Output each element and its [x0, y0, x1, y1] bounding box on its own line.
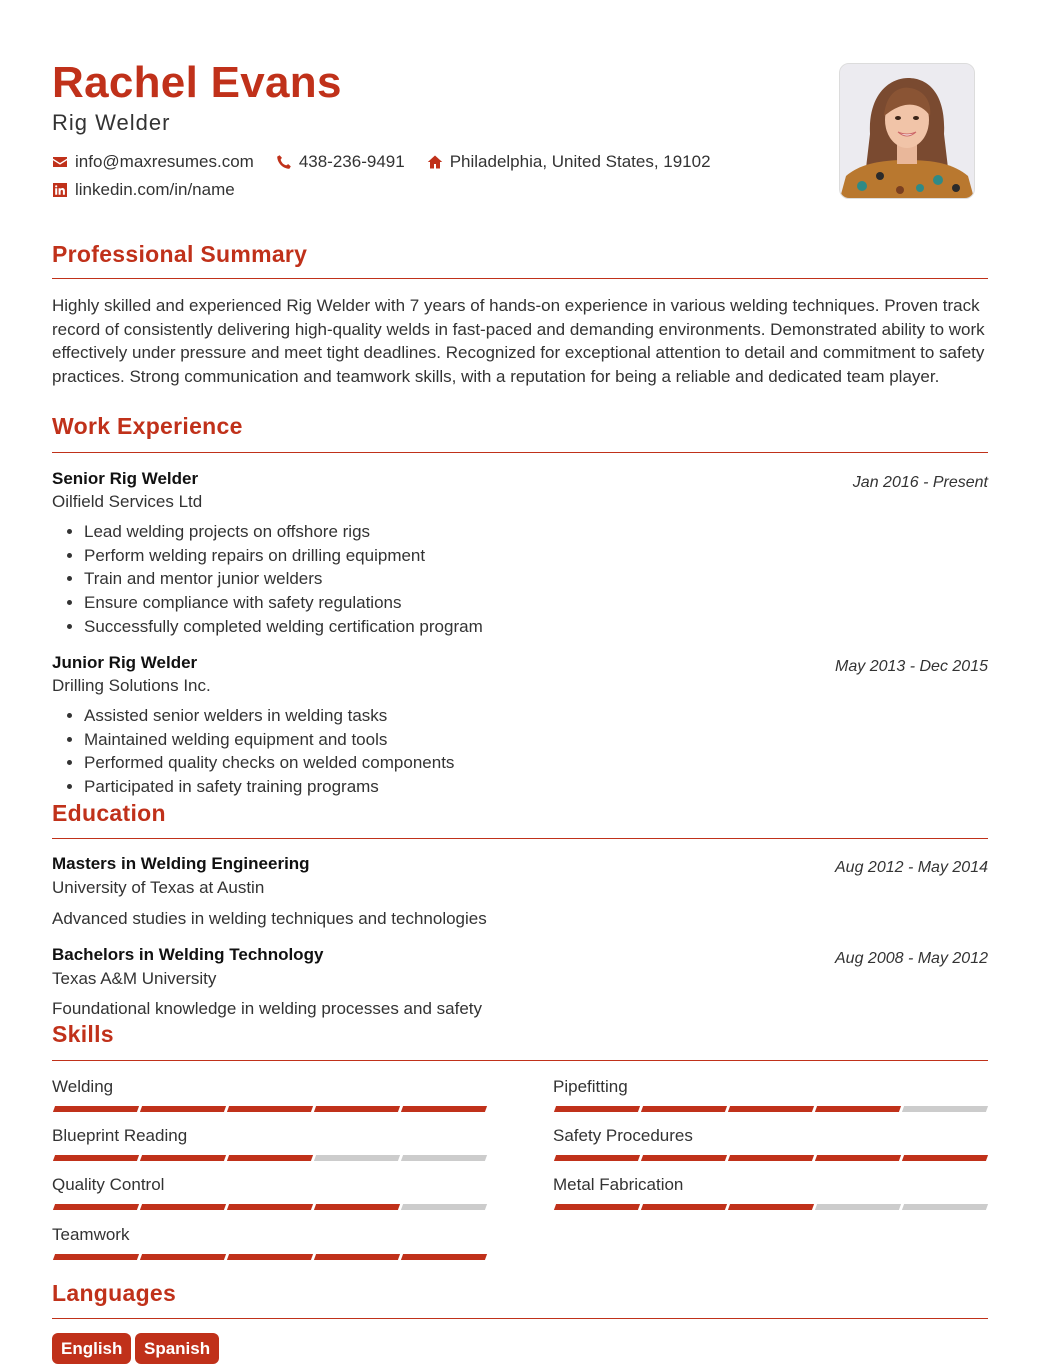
- skill-segment-filled: [140, 1204, 226, 1210]
- linkedin-icon: [52, 182, 68, 198]
- section-divider: [52, 1060, 988, 1061]
- profile-photo: [839, 63, 975, 199]
- summary-text: Highly skilled and experienced Rig Welder with 7 years of hands-on experience in various welding techniques. Proven track record of consistently delivering high-quality welds in fast-paced and demanding environments. Demonstrated ability to work effectively under pressure and meet tight deadlines. Recognized for exceptional attention to detail and commitment to safety practices. Strong communication and teamwork skills, with a reputation for being a reliable and dedicated team player.: [52, 296, 985, 386]
- degree-dates: Aug 2012 - May 2014: [835, 859, 988, 876]
- skill-name: Metal Fabrication: [553, 1175, 684, 1194]
- skill-segment-empty: [314, 1155, 400, 1161]
- skill-segment-filled: [728, 1155, 814, 1161]
- skill-segment-filled: [227, 1254, 313, 1260]
- list-item: • Lead welding projects on offshore rigs: [84, 520, 483, 544]
- email-text: info@maxresumes.com: [75, 152, 254, 171]
- skill-segment-filled: [53, 1106, 139, 1112]
- skill-segment-filled: [728, 1204, 814, 1210]
- skill-level-bar: [52, 1155, 487, 1161]
- skill-segment-filled: [815, 1155, 901, 1161]
- location-text: Philadelphia, United States, 19102: [449, 152, 711, 171]
- skill-segment-filled: [53, 1155, 139, 1161]
- skill-name: Quality Control: [52, 1175, 165, 1194]
- skill-segment-empty: [401, 1204, 487, 1210]
- resume-header: [52, 56, 988, 206]
- section-title-languages: Languages: [52, 1280, 177, 1306]
- section-title-experience: Work Experience: [52, 413, 243, 439]
- skill-item: [52, 1174, 487, 1218]
- phone-text: 438-236-9491: [298, 152, 405, 171]
- resume-page: [52, 0, 988, 1372]
- candidate-name: Rachel Evans: [52, 58, 342, 107]
- skill-segment-filled: [227, 1106, 313, 1112]
- skill-level-bar: [553, 1155, 988, 1161]
- skill-item: [553, 1174, 988, 1218]
- degree-school: University of Texas at Austin: [52, 878, 265, 897]
- contact-phone[interactable]: [276, 151, 405, 173]
- list-item: • Perform welding repairs on drilling equipment: [84, 544, 483, 568]
- job-bullets: [52, 704, 454, 799]
- skill-segment-empty: [902, 1106, 988, 1112]
- skill-level-bar: [553, 1204, 988, 1210]
- section-title-summary: Professional Summary: [52, 241, 308, 267]
- language-tag: Spanish: [135, 1333, 219, 1364]
- job-dates: Jan 2016 - Present: [852, 474, 988, 491]
- skill-name: Welding: [52, 1077, 114, 1096]
- job-title: Junior Rig Welder: [52, 653, 198, 672]
- skill-segment-filled: [227, 1155, 313, 1161]
- job-company: Drilling Solutions Inc.: [52, 676, 211, 695]
- skill-segment-filled: [401, 1106, 487, 1112]
- skill-segment-filled: [641, 1106, 727, 1112]
- section-title-education: Education: [52, 800, 166, 826]
- skill-segment-filled: [140, 1106, 226, 1112]
- skill-segment-filled: [902, 1155, 988, 1161]
- list-item: • Participated in safety training programs: [84, 775, 454, 799]
- degree-title: Masters in Welding Engineering: [52, 854, 310, 873]
- portrait-image: [840, 64, 974, 198]
- phone-icon: [276, 154, 292, 170]
- skill-name: Pipefitting: [553, 1077, 628, 1096]
- skill-segment-filled: [227, 1204, 313, 1210]
- degree-description: Advanced studies in welding techniques and technologies: [52, 909, 487, 928]
- skill-segment-filled: [314, 1254, 400, 1260]
- degree-title: Bachelors in Welding Technology: [52, 945, 324, 964]
- skill-segment-empty: [401, 1155, 487, 1161]
- skill-segment-filled: [314, 1204, 400, 1210]
- job-dates: May 2013 - Dec 2015: [835, 658, 988, 675]
- degree-dates: Aug 2008 - May 2012: [835, 950, 988, 967]
- list-item: • Performed quality checks on welded components: [84, 751, 454, 775]
- skill-item: [52, 1224, 487, 1268]
- list-item: • Successfully completed welding certification program: [84, 615, 483, 639]
- skill-segment-filled: [140, 1155, 226, 1161]
- degree-description: Foundational knowledge in welding processes and safety: [52, 999, 482, 1018]
- skill-level-bar: [553, 1106, 988, 1112]
- section-divider: [52, 1318, 988, 1319]
- section-divider: [52, 838, 988, 839]
- home-icon: [427, 154, 443, 170]
- list-item: • Maintained welding equipment and tools: [84, 728, 454, 752]
- skill-segment-filled: [53, 1254, 139, 1260]
- section-divider: [52, 278, 988, 279]
- section-title-skills: Skills: [52, 1021, 114, 1047]
- section-divider: [52, 452, 988, 453]
- contact-info: [52, 148, 733, 204]
- skill-segment-filled: [314, 1106, 400, 1112]
- skill-segment-filled: [554, 1106, 640, 1112]
- skill-level-bar: [52, 1106, 487, 1112]
- skill-segment-filled: [641, 1155, 727, 1161]
- skill-segment-filled: [728, 1106, 814, 1112]
- contact-linkedin[interactable]: [52, 179, 235, 201]
- skill-segment-filled: [554, 1155, 640, 1161]
- envelope-icon: [52, 154, 68, 170]
- linkedin-text: linkedin.com/in/name: [75, 180, 235, 199]
- skill-segment-empty: [815, 1204, 901, 1210]
- skill-segment-filled: [554, 1204, 640, 1210]
- list-item: • Train and mentor junior welders: [84, 567, 483, 591]
- skill-segment-filled: [815, 1106, 901, 1112]
- skill-segment-filled: [641, 1204, 727, 1210]
- skill-name: Safety Procedures: [553, 1126, 693, 1145]
- skill-name: Teamwork: [52, 1225, 130, 1244]
- skill-item: [553, 1125, 988, 1169]
- skill-level-bar: [52, 1254, 487, 1260]
- job-company: Oilfield Services Ltd: [52, 492, 203, 511]
- skill-level-bar: [52, 1204, 487, 1210]
- skill-segment-filled: [140, 1254, 226, 1260]
- candidate-role: Rig Welder: [52, 110, 171, 135]
- skill-segment-empty: [902, 1204, 988, 1210]
- contact-row: [52, 148, 733, 176]
- job-title: Senior Rig Welder: [52, 469, 199, 488]
- job-bullets: [52, 520, 483, 639]
- skill-item: [52, 1125, 487, 1169]
- list-item: • Assisted senior welders in welding tasks: [84, 704, 454, 728]
- degree-school: Texas A&M University: [52, 969, 217, 988]
- contact-row: [52, 176, 733, 204]
- skill-segment-filled: [401, 1254, 487, 1260]
- list-item: • Ensure compliance with safety regulations: [84, 591, 483, 615]
- skill-name: Blueprint Reading: [52, 1126, 188, 1145]
- contact-location: [427, 151, 711, 173]
- language-tag: English: [52, 1333, 131, 1364]
- contact-email[interactable]: [52, 151, 254, 173]
- skill-segment-filled: [53, 1204, 139, 1210]
- skill-item: [52, 1076, 487, 1120]
- skill-item: [553, 1076, 988, 1120]
